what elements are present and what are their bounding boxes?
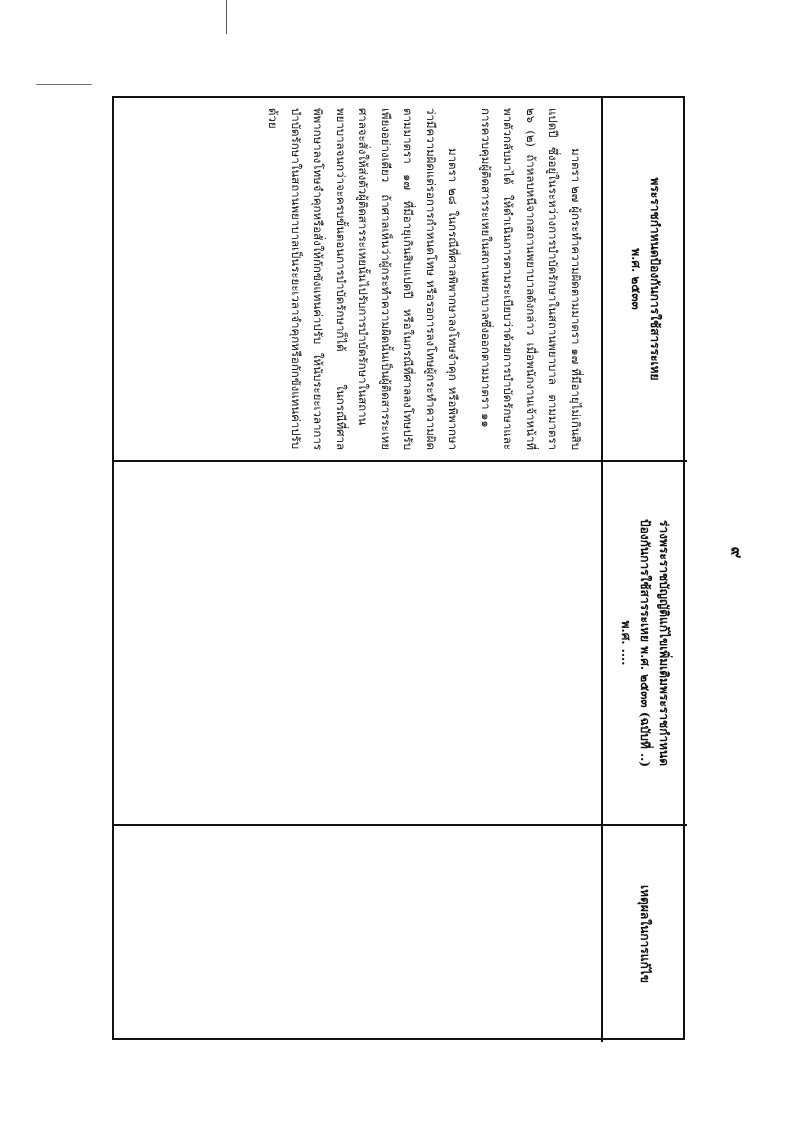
table-header-row — [601, 98, 687, 1042]
table-body-row — [114, 98, 601, 1042]
header-current-law-line2: พ.ศ. ๒๕๓๓ — [629, 248, 643, 310]
header-current-law — [603, 98, 687, 462]
draft-amendment-cell — [114, 462, 601, 826]
comparison-table — [112, 96, 685, 1040]
header-draft-amendment — [603, 462, 687, 826]
reason-cell — [114, 826, 601, 1042]
header-reason-line1: เหตุผลในการแก้ไข — [638, 885, 653, 983]
header-draft-amendment-line3: พ.ศ. .... — [619, 620, 634, 666]
section-28-paragraph: มาตรา ๒๘ ในกรณีที่ศาลพิพากษาลงโทษจำคุก หรือพิพากษาว่ามีความผิดแต่รอการกำหนดโทษ หรือรอการลงโทษผู้กระทำความผิดตามมาตรา ๑๗ ที่มีอายุเกินสิบแปดปี หรือในกรณีที่ศาลลงโทษปรับเพียงอย่างเดียว ถ้าศาลเห็นว่าผู้กระทำความผิดนั้นเป็นผู้ติดสารระเหย ศาลจะสั่งให้ส่งตัวผู้ติดสารระเหยนั้นไปรับการบำบัดรักษาในสถานพยาบาลจนกว่าจะครบขั้นตอนการบำบัดรักษาก็ได้ ในกรณีที่ศาลพิพากษาลงโทษจำคุกหรือสั่งให้กักขังแทนค่าปรับ ให้นับระยะเวลาการบำบัดรักษาในสถานพยาบาลเป็นระยะเวลาจำคุกหรือกักขังแทนค่าปรับด้วย — [266, 108, 461, 450]
comparison-table-rotated — [114, 98, 687, 1042]
header-draft-amendment-line2: ป้องกันการใช้สารระเหย พ.ศ. ๒๕๓๓ (ฉบับที่ ..) — [638, 518, 653, 768]
header-current-law-line1: พระราชกำหนดป้องกันการใช้สารระเหย — [648, 177, 662, 381]
current-law-cell — [114, 98, 601, 462]
header-reason — [603, 826, 687, 1042]
page-number: ๙ — [727, 546, 747, 559]
section-27-paragraph: มาตรา ๒๗ ผู้กระทำความผิดตามมาตรา ๑๗ ที่มีอายุไม่เกินสิบแปดปี ซึ่งอยู่ในระหว่างการบำบัดรักษาในสถานพยาบาล ตามมาตรา ๒๖ (๒) ถ้าหลบหนีจากสถานพยาบาลดังกล่าว เมื่อพนักงานเจ้าหน้าที่พาตัวกลับมาได้ ให้ดำเนินการตามระเบียบว่าด้วยการบำบัดรักษาและการควบคุมผู้ติดสารระเหยในสถานพยาบาลซึ่งออกตามมาตรา ๑๑ — [479, 108, 583, 450]
header-draft-amendment-line1: ร่างพระราชบัญญัติแก้ไขเพิ่มเติมพระราชกำหนด — [657, 519, 672, 767]
scan-artifact-line — [36, 84, 92, 85]
scan-artifact-line — [226, 0, 227, 34]
